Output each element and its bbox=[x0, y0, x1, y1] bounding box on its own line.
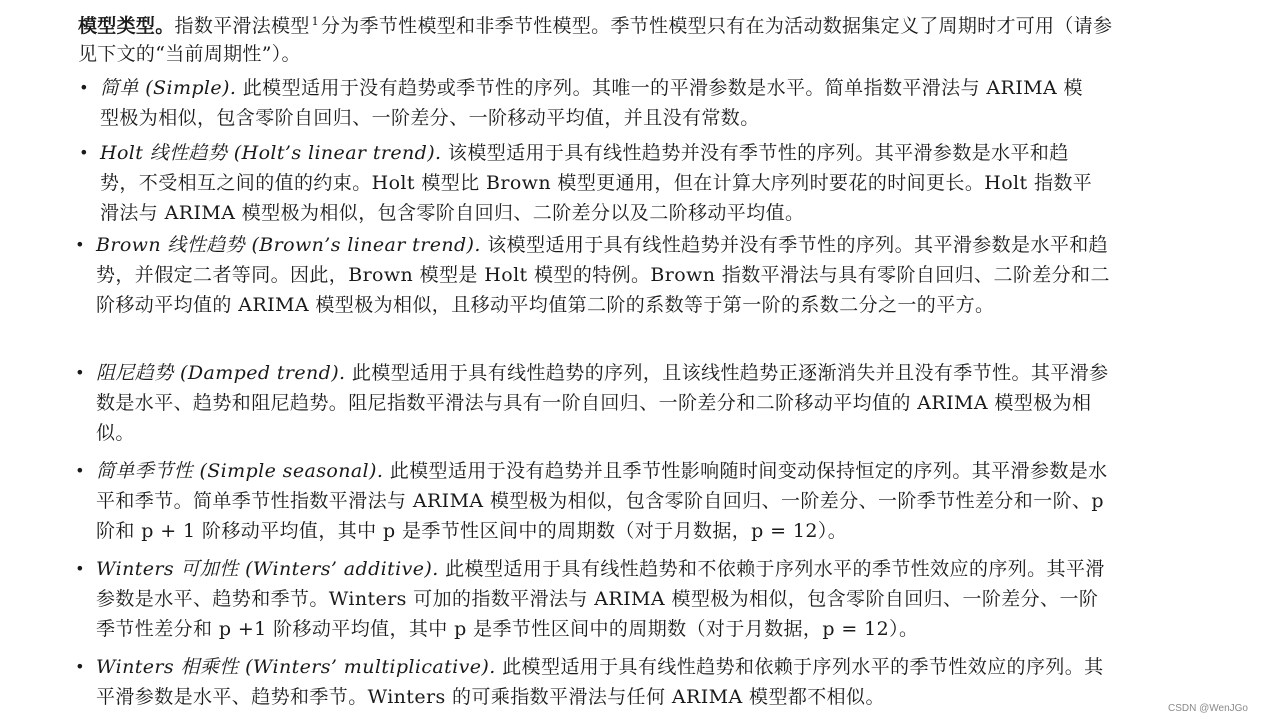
list-item-damped-trend bbox=[75, 358, 1116, 448]
item-text: 该模型适用于具有线性趋势并没有季节性的序列。其平滑参数是水平和趋势，不受相互之间的值的约束。Holt 模型比 Brown 模型更通用，但在计算大序列时要花的时间更长。Holt 指数平滑法与 ARIMA 模型极为相似，包含零阶自回归、二阶差分以及二阶移动平均值。 bbox=[100, 142, 1093, 224]
list-item-winters-multiplicative bbox=[75, 652, 1116, 712]
intro-text-b: 分为季节性模型和非季节性模型。季节性模型只有在为活动数据集定义了周期时才可用（请参见下文的“当前周期性”）。 bbox=[78, 15, 1113, 65]
intro-heading: 模型类型。 bbox=[78, 15, 175, 37]
item-term: 简单季节性 (Simple seasonal). bbox=[96, 460, 384, 482]
list-item-winters-additive bbox=[75, 554, 1116, 644]
bullet-icon: • bbox=[75, 559, 85, 578]
bullet-icon: • bbox=[75, 363, 85, 382]
item-term: Winters 相乘性 (Winters’ multiplicative). bbox=[96, 656, 496, 678]
item-text: 该模型适用于具有线性趋势并没有季节性的序列。其平滑参数是水平和趋势，并假定二者等同。因此，Brown 模型是 Holt 模型的特例。Brown 指数平滑法与具有零阶自回归、二阶差分和二阶移动平均值的 ARIMA 模型极为相似，且移动平均值第二阶的系数等于第一阶的系数二分之一的平方。 bbox=[96, 234, 1110, 316]
intro-text-a: 指数平滑法模型 bbox=[174, 15, 310, 37]
bullet-icon: • bbox=[79, 143, 89, 162]
bullet-icon: • bbox=[75, 235, 85, 254]
list-item-simple-seasonal bbox=[75, 456, 1116, 546]
watermark: CSDN @WenJGo bbox=[1168, 703, 1248, 714]
item-text: 此模型适用于没有趋势或季节性的序列。其唯一的平滑参数是水平。简单指数平滑法与 ARIMA 模型极为相似，包含零阶自回归、一阶差分、一阶移动平均值，并且没有常数。 bbox=[100, 77, 1083, 129]
intro-paragraph bbox=[78, 8, 1118, 68]
list-item-holt-linear-trend bbox=[79, 138, 1095, 228]
item-term: 简单 (Simple). bbox=[100, 77, 237, 99]
item-text: 此模型适用于具有线性趋势和不依赖于序列水平的季节性效应的序列。其平滑参数是水平、趋势和季节。Winters 可加的指数平滑法与 ARIMA 模型极为相似，包含零阶自回归、一阶差分、一阶季节性差分和 p +1 阶移动平均值，其中 p 是季节性区间中的周期数（对于月数据，p = 12）。 bbox=[96, 558, 1105, 640]
bullet-icon: • bbox=[75, 657, 85, 676]
item-text: 此模型适用于具有线性趋势和依赖于序列水平的季节性效应的序列。其平滑参数是水平、趋势和季节。Winters 的可乘指数平滑法与任何 ARIMA 模型都不相似。 bbox=[96, 656, 1104, 708]
item-term: Holt 线性趋势 (Holt’s linear trend). bbox=[100, 142, 442, 164]
item-text: 此模型适用于具有线性趋势的序列，且该线性趋势正逐渐消失并且没有季节性。其平滑参数是水平、趋势和阻尼趋势。阻尼指数平滑法与具有一阶自回归、一阶差分和二阶移动平均值的 ARIMA 模型极为相似。 bbox=[96, 362, 1109, 444]
bullet-icon: • bbox=[75, 461, 85, 480]
item-term: Winters 可加性 (Winters’ additive). bbox=[96, 558, 439, 580]
list-item-simple bbox=[79, 73, 1095, 133]
item-term: Brown 线性趋势 (Brown’s linear trend). bbox=[96, 234, 481, 256]
footnote-marker: 1 bbox=[311, 15, 319, 28]
item-term: 阻尼趋势 (Damped trend). bbox=[96, 362, 346, 384]
item-text: 此模型适用于没有趋势并且季节性影响随时间变动保持恒定的序列。其平滑参数是水平和季节。简单季节性指数平滑法与 ARIMA 模型极为相似，包含零阶自回归、一阶差分、一阶季节性差分和一阶、p 阶和 p + 1 阶移动平均值，其中 p 是季节性区间中的周期数（对于月数据，p = 12）。 bbox=[96, 460, 1108, 542]
list-item-brown-linear-trend bbox=[75, 230, 1116, 320]
bullet-icon: • bbox=[79, 78, 89, 97]
